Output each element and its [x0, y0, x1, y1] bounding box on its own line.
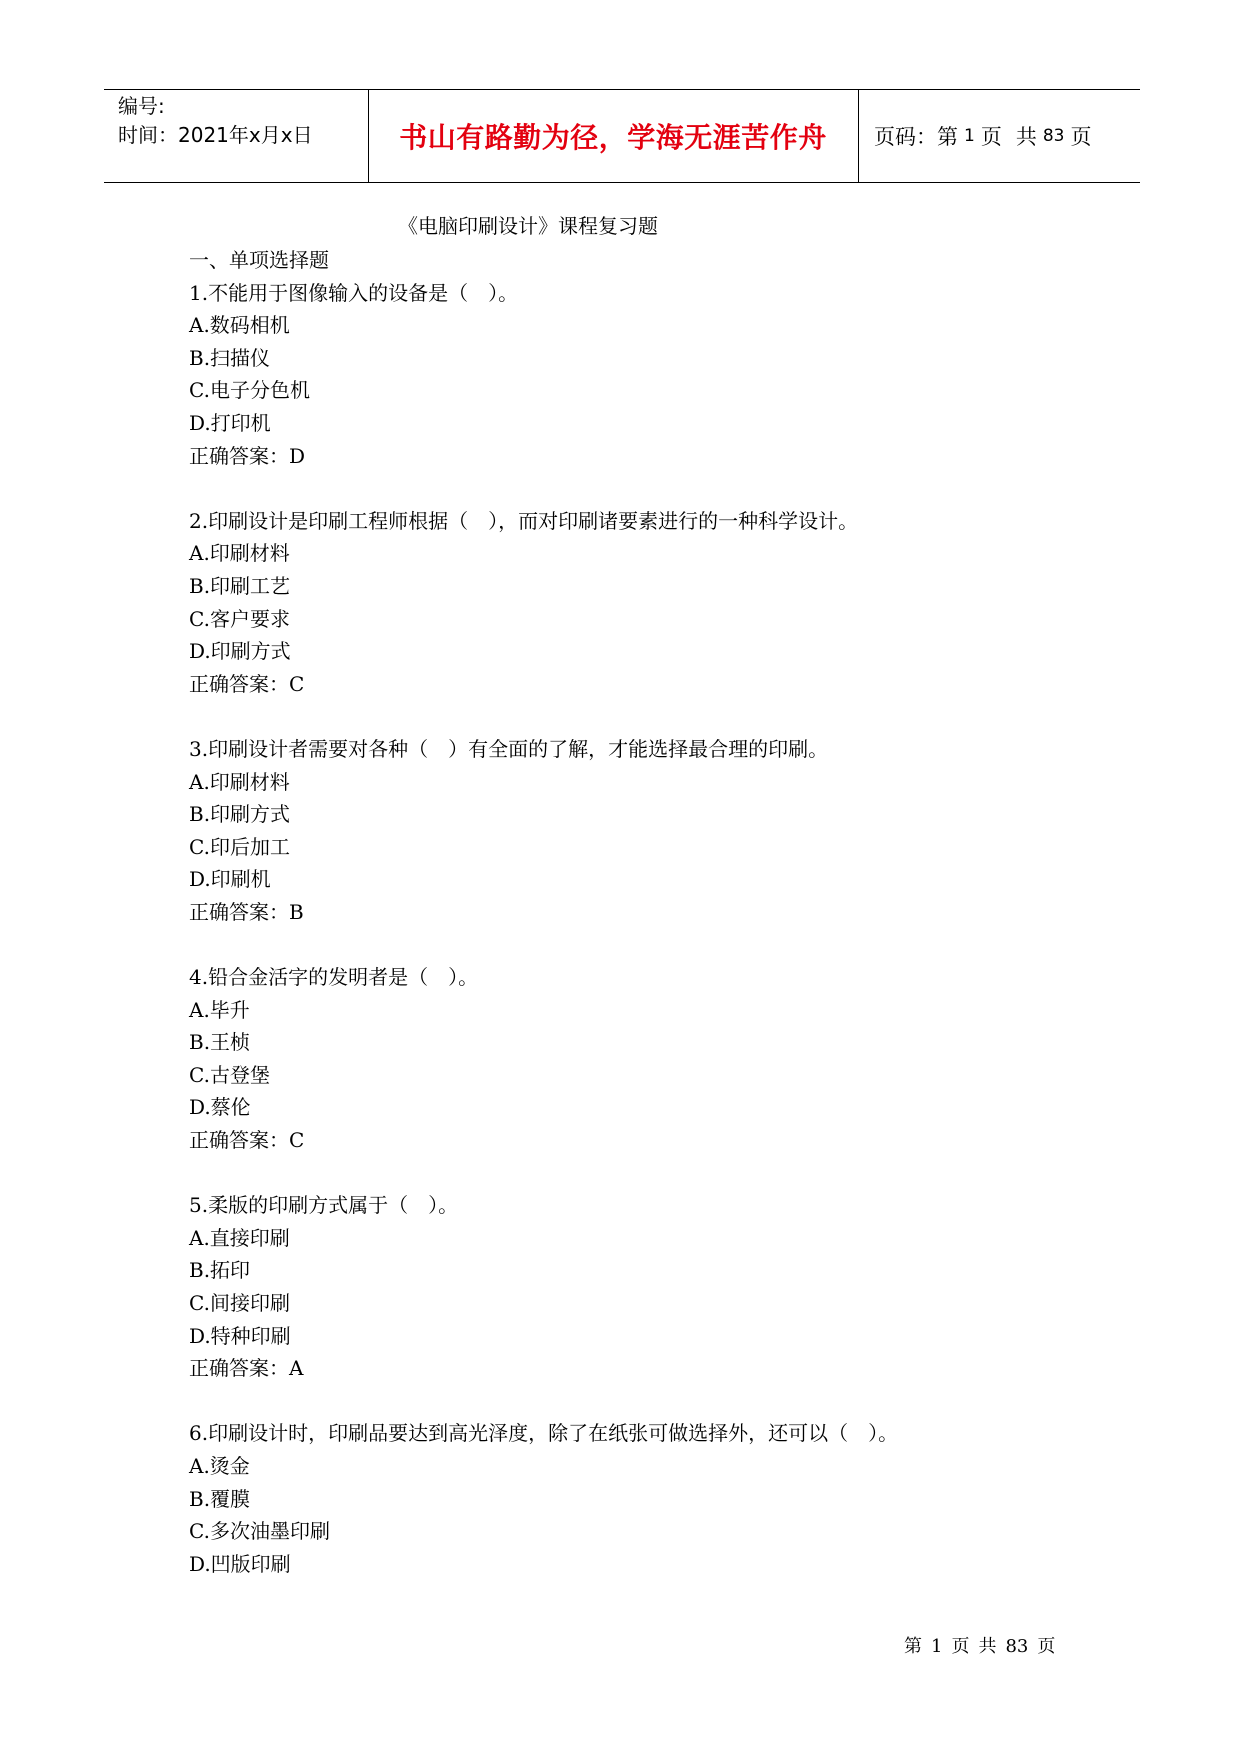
option-a: A.毕升: [189, 997, 250, 1022]
option-b: B.拓印: [189, 1258, 251, 1283]
option-c: C.客户要求: [189, 606, 290, 631]
option-b: B.王桢: [189, 1030, 251, 1055]
option-b: B.覆膜: [189, 1486, 251, 1511]
time-label: 时间：2021年x月x日: [118, 123, 313, 147]
question-stem: 2.印刷设计是印刷工程师根据（ ），而对印刷诸要素进行的一种科学设计。: [189, 508, 859, 533]
option-d: D.印刷机: [189, 867, 271, 892]
question-stem: 1.不能用于图像输入的设备是（ ）。: [189, 280, 519, 305]
document-title: 《电脑印刷设计》课程复习题: [398, 214, 658, 238]
question-block: [189, 277, 1089, 473]
serial-label: 编号:: [118, 94, 165, 118]
option-a: A.印刷材料: [189, 541, 290, 566]
page-current: 1: [964, 126, 975, 146]
option-a: A.烫金: [189, 1453, 250, 1478]
option-c: C.间接印刷: [189, 1291, 290, 1315]
option-c: C.古登堡: [189, 1062, 270, 1087]
option-b: B.印刷工艺: [189, 573, 291, 598]
option-d: D.特种印刷: [189, 1323, 291, 1348]
question-stem: 4.铅合金活字的发明者是（ ）。: [189, 965, 479, 990]
footer-current: 1: [931, 1636, 943, 1657]
question-stem: 6.印刷设计时，印刷品要达到高光泽度，除了在纸张可做选择外，还可以（ ）。: [189, 1421, 899, 1446]
page-total: 83: [1042, 126, 1065, 146]
question-stem: 3.印刷设计者需要对各种（ ）有全面的了解，才能选择最合理的印刷。: [189, 736, 829, 761]
answer: 正确答案：C: [189, 671, 305, 696]
footer-mid: 页: [951, 1636, 970, 1657]
header-motto: 书山有路勤为径，学海无涯苦作舟: [399, 121, 827, 154]
answer: 正确答案：C: [189, 1128, 305, 1153]
page-prefix: 页码：第: [874, 125, 958, 149]
option-d: D.蔡伦: [189, 1095, 251, 1120]
question-stem: 5.柔版的印刷方式属于（ ）。: [189, 1193, 459, 1218]
option-d: D.打印机: [189, 410, 271, 435]
option-b: B.扫描仪: [189, 345, 271, 370]
question-block: [189, 1417, 1089, 1580]
option-a: A.印刷材料: [189, 769, 290, 794]
page-suffix: 页: [1070, 125, 1092, 149]
option-a: A.直接印刷: [189, 1225, 290, 1250]
question-block: [189, 961, 1089, 1157]
footer-total-prefix: 共: [978, 1636, 997, 1657]
question-block: [189, 505, 1089, 701]
question-block: [189, 1189, 1089, 1385]
page-mid: 页: [980, 125, 1002, 149]
option-b: B.印刷方式: [189, 802, 291, 827]
header-divider: [858, 90, 859, 182]
option-d: D.凹版印刷: [189, 1551, 291, 1576]
option-a: A.数码相机: [189, 313, 290, 338]
option-c: C.电子分色机: [189, 378, 310, 403]
footer-suffix: 页: [1037, 1636, 1056, 1657]
header-meta: [118, 92, 313, 150]
answer: 正确答案：A: [189, 1356, 304, 1381]
page-header: [104, 89, 1140, 183]
question-block: [189, 733, 1089, 929]
option-c: C.多次油墨印刷: [189, 1519, 330, 1544]
page-footer: [904, 1634, 1064, 1660]
option-c: C.印后加工: [189, 834, 290, 859]
header-page-indicator: [874, 90, 1091, 182]
footer-total: 83: [1005, 1636, 1029, 1657]
footer-prefix: 第: [904, 1636, 922, 1657]
answer: 正确答案：B: [189, 899, 304, 924]
page-total-prefix: 共: [1015, 125, 1037, 149]
option-d: D.印刷方式: [189, 639, 291, 664]
section-heading: 一、单项选择题: [189, 248, 329, 272]
question-list: [189, 244, 1089, 1580]
answer: 正确答案：D: [189, 443, 306, 468]
